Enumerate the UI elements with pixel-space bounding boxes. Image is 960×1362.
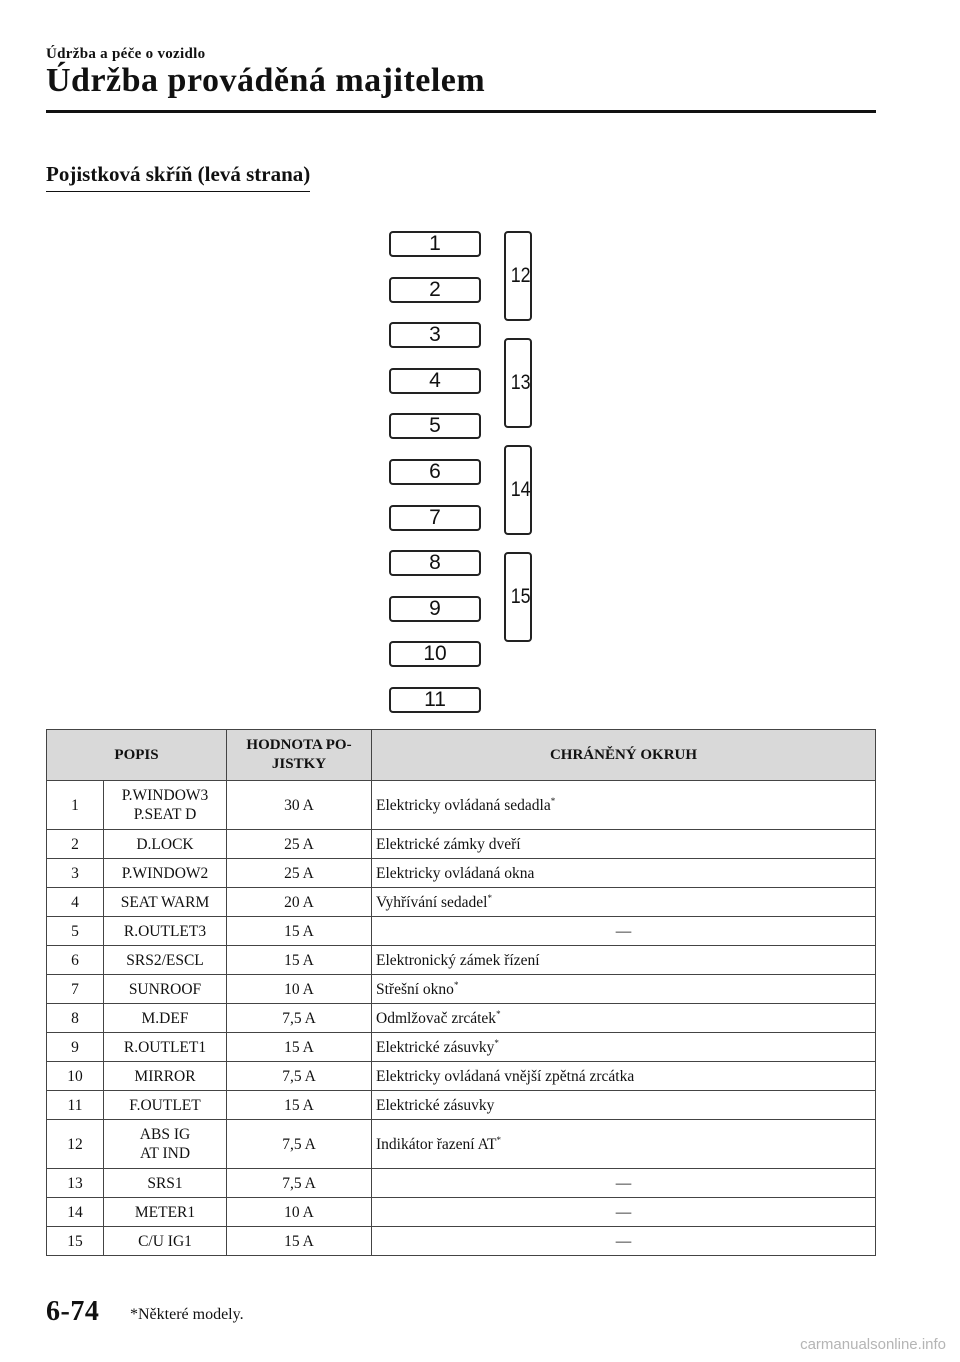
- circuit-text: Elektrické zásuvky: [376, 1096, 495, 1114]
- protected-circuit: [372, 781, 876, 830]
- protected-circuit: [372, 1227, 876, 1256]
- header-popis: POPIS: [47, 730, 227, 781]
- table-row: [47, 830, 876, 859]
- fuse-7: 7: [389, 505, 481, 531]
- protected-circuit: [372, 1120, 876, 1169]
- fuse-number: 8: [47, 1004, 104, 1033]
- fuse-rating: 7,5 A: [227, 1062, 372, 1091]
- table-row: [47, 888, 876, 917]
- header-hodnota: HODNOTA PO- JISTKY: [227, 730, 372, 781]
- fuse-description: METER1: [104, 1198, 227, 1227]
- header-okruh: CHRÁNĚNÝ OKRUH: [372, 730, 876, 781]
- protected-circuit: [372, 975, 876, 1004]
- fuse-number: 10: [47, 1062, 104, 1091]
- fuse-rating: 15 A: [227, 917, 372, 946]
- fuse-rating: 15 A: [227, 946, 372, 975]
- fuse-number: 1: [47, 781, 104, 830]
- fuse-description: P.WINDOW2: [104, 859, 227, 888]
- fuse-12: [504, 231, 532, 321]
- fuse-description: SRS2/ESCL: [104, 946, 227, 975]
- fuse-label: 12: [511, 264, 531, 287]
- fuse-11: 11: [389, 687, 481, 713]
- table-row: [47, 781, 876, 830]
- protected-circuit: [372, 1198, 876, 1227]
- circuit-text: Elektrické zásuvky: [376, 1038, 495, 1056]
- table-row: [47, 1091, 876, 1120]
- protected-circuit: [372, 888, 876, 917]
- fuse-8: 8: [389, 550, 481, 576]
- fuse-rating: 7,5 A: [227, 1004, 372, 1033]
- table-row: [47, 1062, 876, 1091]
- footnote-marker: *: [550, 795, 556, 806]
- circuit-text: —: [615, 1203, 632, 1221]
- subheading: Pojistková skříň (levá strana): [46, 162, 310, 192]
- fuse-rating: 15 A: [227, 1033, 372, 1062]
- fuse-description: SUNROOF: [104, 975, 227, 1004]
- fuse-number: 6: [47, 946, 104, 975]
- fuse-table: [46, 729, 876, 1256]
- fuse-number: 13: [47, 1169, 104, 1198]
- protected-circuit: [372, 1004, 876, 1033]
- footnote-marker: *: [494, 1037, 499, 1048]
- table-row: [47, 1227, 876, 1256]
- circuit-text: Elektricky ovládaná okna: [376, 864, 535, 882]
- fuse-number: 9: [47, 1033, 104, 1062]
- circuit-text: Indikátor řazení AT: [376, 1135, 497, 1153]
- fuse-13: [504, 338, 532, 428]
- fuse-rating: 7,5 A: [227, 1120, 372, 1169]
- protected-circuit: [372, 1091, 876, 1120]
- table-row: [47, 1120, 876, 1169]
- protected-circuit: [372, 917, 876, 946]
- fuse-rating: 20 A: [227, 888, 372, 917]
- page-title: Údržba prováděná majitelem: [46, 62, 486, 99]
- fuse-number: 7: [47, 975, 104, 1004]
- fuse-number: 2: [47, 830, 104, 859]
- page-number: 6-74: [46, 1296, 100, 1327]
- table-row: [47, 1033, 876, 1062]
- fuse-number: 15: [47, 1227, 104, 1256]
- table-row: [47, 917, 876, 946]
- circuit-text: Střešní okno: [376, 980, 454, 998]
- fuse-description: MIRROR: [104, 1062, 227, 1091]
- fuse-3: 3: [389, 322, 481, 348]
- fuse-15: [504, 552, 532, 642]
- fuse-description: C/U IG1: [104, 1227, 227, 1256]
- fuse-number: 11: [47, 1091, 104, 1120]
- fuse-number: 5: [47, 917, 104, 946]
- footnote-marker: *: [496, 1008, 501, 1019]
- fuse-14: [504, 445, 532, 535]
- circuit-text: Elektrické zámky dveří: [376, 835, 521, 853]
- fuse-label: 14: [511, 478, 531, 501]
- fuse-10: 10: [389, 641, 481, 667]
- fuse-number: 14: [47, 1198, 104, 1227]
- fuse-description: R.OUTLET3: [104, 917, 227, 946]
- fuse-4: 4: [389, 368, 481, 394]
- fuse-rating: 25 A: [227, 830, 372, 859]
- footnote-marker: *: [496, 1134, 502, 1145]
- table-header-row: [47, 730, 876, 781]
- title-rule: [46, 110, 876, 113]
- fuse-description: R.OUTLET1: [104, 1033, 227, 1062]
- fuse-description: F.OUTLET: [104, 1091, 227, 1120]
- fuse-rating: 15 A: [227, 1227, 372, 1256]
- fuse-6: 6: [389, 459, 481, 485]
- protected-circuit: [372, 830, 876, 859]
- fuse-5: 5: [389, 413, 481, 439]
- protected-circuit: [372, 1062, 876, 1091]
- fuse-description: SRS1: [104, 1169, 227, 1198]
- protected-circuit: [372, 946, 876, 975]
- circuit-text: Vyhřívání sedadel: [376, 893, 488, 911]
- fuse-description: ABS IG AT IND: [104, 1120, 227, 1169]
- fuse-description: P.WINDOW3 P.SEAT D: [104, 781, 227, 830]
- circuit-text: —: [615, 1174, 632, 1192]
- table-row: [47, 975, 876, 1004]
- fuse-description: SEAT WARM: [104, 888, 227, 917]
- fuse-rating: 30 A: [227, 781, 372, 830]
- table-row: [47, 859, 876, 888]
- fuse-9: 9: [389, 596, 481, 622]
- watermark: carmanualsonline.info: [800, 1336, 946, 1353]
- footnote-marker: *: [453, 979, 459, 990]
- section-label: Údržba a péče o vozidlo: [46, 46, 206, 62]
- fuse-number: 4: [47, 888, 104, 917]
- protected-circuit: [372, 859, 876, 888]
- table-row: [47, 1198, 876, 1227]
- fuse-rating: 7,5 A: [227, 1169, 372, 1198]
- fuse-rating: 10 A: [227, 1198, 372, 1227]
- footnote: *Některé modely.: [130, 1306, 244, 1323]
- table-row: [47, 1169, 876, 1198]
- circuit-text: —: [615, 1232, 632, 1250]
- circuit-text: Odmlžovač zrcátek: [376, 1009, 497, 1027]
- fuse-box-diagram: [380, 222, 540, 717]
- table-row: [47, 1004, 876, 1033]
- protected-circuit: [372, 1033, 876, 1062]
- fuse-rating: 25 A: [227, 859, 372, 888]
- footnote-marker: *: [487, 892, 492, 903]
- fuse-2: 2: [389, 277, 481, 303]
- fuse-label: 15: [511, 585, 531, 608]
- fuse-description: D.LOCK: [104, 830, 227, 859]
- fuse-number: 12: [47, 1120, 104, 1169]
- protected-circuit: [372, 1169, 876, 1198]
- circuit-text: Elektricky ovládaná vnější zpětná zrcátka: [376, 1067, 635, 1085]
- fuse-label: 13: [511, 371, 531, 394]
- fuse-1: 1: [389, 231, 481, 257]
- fuse-number: 3: [47, 859, 104, 888]
- fuse-rating: 15 A: [227, 1091, 372, 1120]
- fuse-description: M.DEF: [104, 1004, 227, 1033]
- circuit-text: —: [615, 922, 632, 940]
- fuse-rating: 10 A: [227, 975, 372, 1004]
- circuit-text: Elektricky ovládaná sedadla: [376, 796, 551, 814]
- table-row: [47, 946, 876, 975]
- circuit-text: Elektronický zámek řízení: [376, 951, 540, 969]
